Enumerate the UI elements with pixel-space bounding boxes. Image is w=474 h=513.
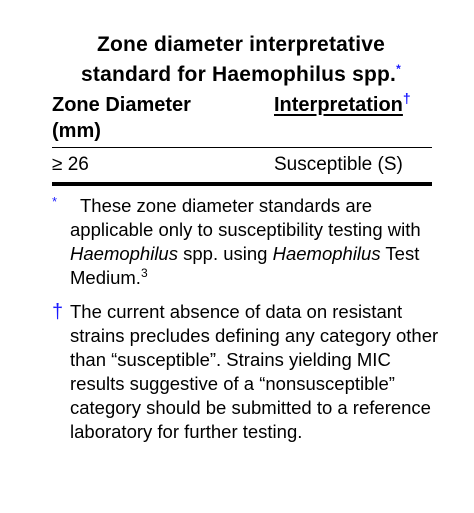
zone-diameter-value: ≥ 26: [52, 154, 89, 175]
interpretation-value: Susceptible (S): [274, 154, 403, 175]
footnote-asterisk-text: [52, 194, 442, 290]
footnote-dagger-mark: †: [52, 301, 64, 323]
table-row: [52, 151, 432, 179]
title-footnote-mark: *: [396, 62, 401, 76]
title-line-2-text: standard for Haemophilus spp.: [81, 63, 397, 86]
header-divider: [52, 147, 432, 148]
column-header-zone-diameter: [52, 92, 232, 144]
title-line-1: Zone diameter interpretative: [96, 33, 385, 56]
footnote-asterisk: [52, 194, 442, 290]
interpretation-table: [52, 92, 432, 148]
footnote-dagger-text: The current absence of data on resistant strains precludes defining any category other than “susceptible”. Strains yielding MIC results suggestive of a “nonsusceptible” category should be submitted to a reference laboratory for further testing.: [70, 301, 439, 442]
footnote-asterisk-italic2: Haemophilus: [272, 243, 381, 264]
column-header-interpretation: Interpretation†: [274, 90, 411, 116]
title-line-2: [40, 60, 442, 90]
footnote-asterisk-part3: Test Medium.: [70, 243, 420, 288]
footnote-asterisk-part2: spp. using: [177, 243, 273, 264]
footnote-asterisk-mark: *: [52, 194, 58, 209]
footnote-asterisk-italic1: Haemophilus: [70, 243, 178, 264]
footnote-asterisk-reference: 3: [140, 265, 148, 280]
footnote-asterisk-part1: These zone diameter standards are applicable only to susceptibility testing with: [70, 195, 421, 240]
table-header-row: [52, 92, 432, 148]
footnote-dagger: [52, 300, 442, 444]
column-header-zone-diameter-label: Zone Diameter (mm): [52, 94, 191, 142]
column-header-interpretation-label: Interpretation: [274, 94, 403, 116]
table-title: [40, 30, 442, 90]
table-bottom-rule: [52, 182, 432, 186]
